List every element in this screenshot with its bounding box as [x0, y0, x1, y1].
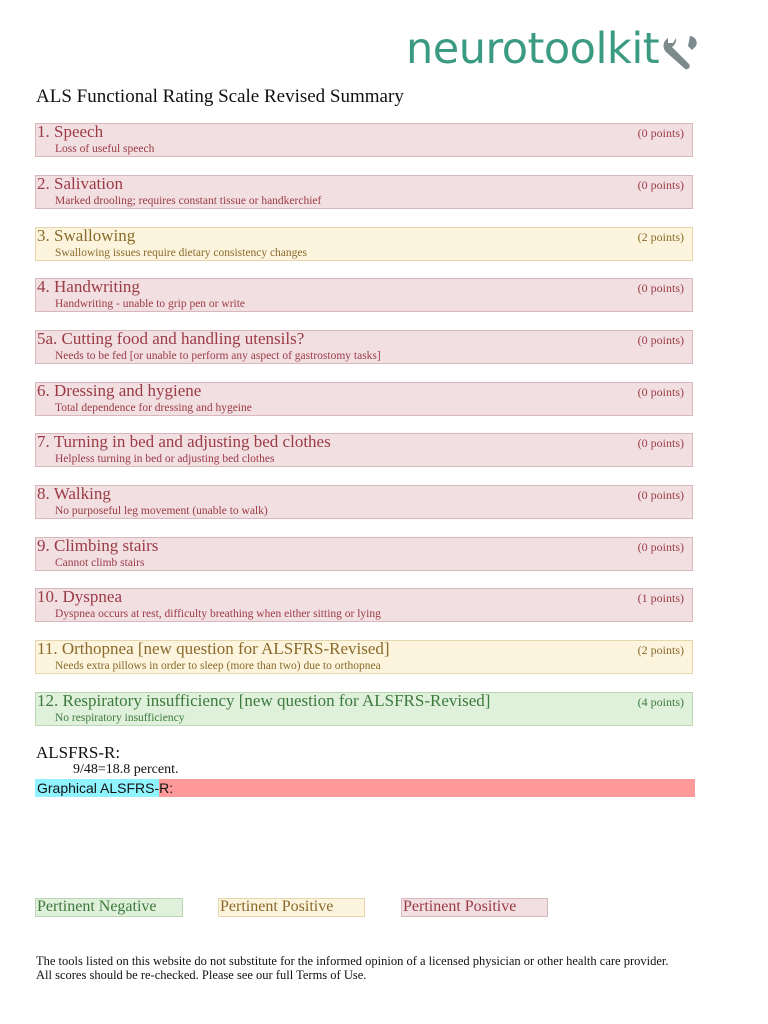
item-answer: Swallowing issues require dietary consistency changes [55, 247, 307, 259]
item-answer: Handwriting - unable to grip pen or write [55, 298, 246, 310]
wrench-icon [660, 34, 700, 70]
legend-pertinent-positive-yellow: Pertinent Positive [218, 898, 365, 917]
item-question: 11. Orthopnea [new question for ALSFRS-Revised] [37, 639, 390, 658]
brand-logo[interactable] [406, 24, 660, 74]
item-question: 3. Swallowing [37, 226, 136, 245]
item-dressing [35, 382, 693, 416]
item-question: 5a. Cutting food and handling utensils? [37, 329, 305, 348]
item-points: (0 points) [637, 540, 684, 554]
item-respiratory-insufficiency [35, 692, 693, 726]
item-points: (2 points) [637, 643, 684, 657]
disclaimer [36, 954, 669, 982]
item-points: (2 points) [637, 230, 684, 244]
item-answer: No purposeful leg movement (unable to walk) [55, 505, 268, 517]
item-points: (0 points) [637, 385, 684, 399]
item-points: (0 points) [637, 488, 684, 502]
item-question: 12. Respiratory insufficiency [new question for ALSFRS-Revised] [37, 691, 491, 710]
item-answer: Helpless turning in bed or adjusting bed clothes [55, 453, 275, 465]
item-points: (4 points) [637, 695, 684, 709]
item-points: (0 points) [637, 333, 684, 347]
legend-pertinent-negative: Pertinent Negative [35, 898, 183, 917]
disclaimer-line-2: All scores should be re-checked. Please see our full Terms of Use. [36, 968, 367, 982]
item-question: 6. Dressing and hygiene [37, 381, 202, 400]
item-cutting-food [35, 330, 693, 364]
item-points: (0 points) [637, 281, 684, 295]
item-answer: No respiratory insufficiency [55, 712, 185, 724]
item-climbing-stairs [35, 537, 693, 571]
item-turning-in-bed [35, 433, 693, 467]
item-question: 8. Walking [37, 484, 111, 503]
item-points: (0 points) [637, 436, 684, 450]
disclaimer-line-1: The tools listed on this website do not substitute for the informed opinion of a licensed physician or other health care provider. [36, 954, 669, 968]
item-question: 4. Handwriting [37, 277, 140, 296]
item-salivation [35, 175, 693, 209]
item-handwriting [35, 278, 693, 312]
item-question: 10. Dyspnea [37, 587, 122, 606]
item-answer: Cannot climb stairs [55, 557, 145, 569]
item-points: (1 points) [637, 591, 684, 605]
item-speech [35, 123, 693, 157]
item-question: 7. Turning in bed and adjusting bed clothes [37, 432, 331, 451]
item-dyspnea [35, 588, 693, 622]
item-answer: Needs extra pillows in order to sleep (more than two) due to orthopnea [55, 660, 381, 672]
score-bar [35, 779, 695, 797]
score-value: 9/48=18.8 percent. [73, 762, 179, 777]
item-orthopnea [35, 640, 693, 674]
page-title: ALS Functional Rating Scale Revised Summary [36, 86, 404, 107]
score-label: ALSFRS-R: [36, 743, 121, 762]
item-answer: Marked drooling; requires constant tissue or handkerchief [55, 195, 322, 207]
legend-pertinent-positive-red: Pertinent Positive [401, 898, 548, 917]
item-walking [35, 485, 693, 519]
item-answer: Total dependence for dressing and hygeine [55, 402, 252, 414]
item-question: 9. Climbing stairs [37, 536, 159, 555]
item-swallowing [35, 227, 693, 261]
item-answer: Needs to be fed [or unable to perform any aspect of gastrostomy tasks] [55, 350, 381, 362]
item-answer: Loss of useful speech [55, 143, 155, 155]
item-question: 1. Speech [37, 122, 104, 141]
item-question: 2. Salivation [37, 174, 123, 193]
item-points: (0 points) [637, 178, 684, 192]
item-answer: Dyspnea occurs at rest, difficulty breathing when either sitting or lying [55, 608, 381, 620]
brand-name: neurotoolkit [406, 24, 660, 74]
item-points: (0 points) [637, 126, 684, 140]
score-bar-label: Graphical ALSFRS-R: [37, 780, 174, 796]
